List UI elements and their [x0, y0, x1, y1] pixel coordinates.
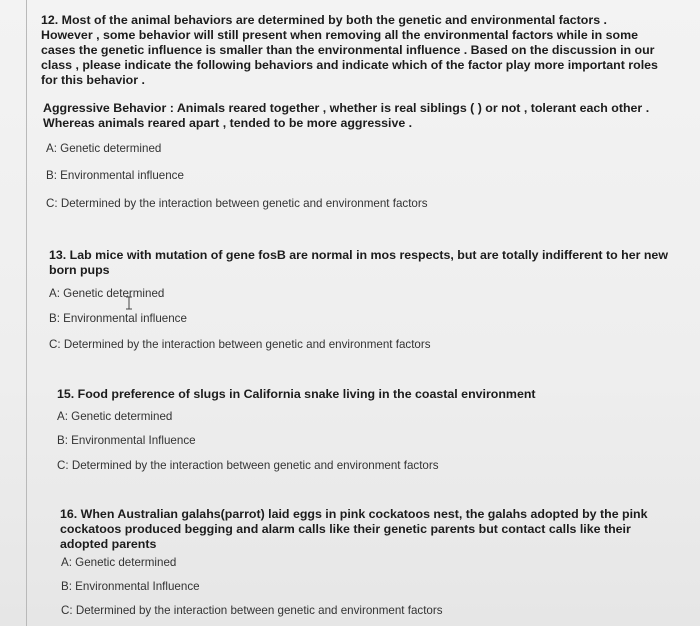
q12-option-c[interactable]: C: Determined by the interaction between genetic and environment factors	[46, 197, 428, 210]
q13-option-b[interactable]: B: Environmental influence	[49, 312, 187, 325]
q15-option-c[interactable]: C: Determined by the interaction between genetic and environment factors	[57, 459, 439, 472]
question-12	[41, 13, 681, 88]
q16-line-3: adopted parents	[60, 537, 157, 551]
q12-option-a[interactable]: A: Genetic determined	[46, 142, 162, 155]
q16-option-b[interactable]: B: Environmental Influence	[61, 580, 200, 593]
q13-option-c[interactable]: C: Determined by the interaction between genetic and environment factors	[49, 338, 431, 351]
question-13	[49, 248, 679, 278]
text-cursor-icon	[125, 296, 133, 310]
q12-line-2: However , some behavior will still present when removing all the environmental factors while in some	[41, 28, 638, 42]
q12-line-3: cases the genetic influence is smaller than the environmental influence . Based on the discussion in our	[41, 43, 655, 57]
q12-line-1: 12. Most of the animal behaviors are determined by both the genetic and environmental factors .	[41, 13, 607, 27]
q15-option-b[interactable]: B: Environmental Influence	[57, 434, 196, 447]
q13-line-2: born pups	[49, 263, 110, 277]
q15-option-a[interactable]: A: Genetic determined	[57, 410, 173, 423]
question-16	[60, 507, 670, 552]
q12-sub-line-1: Aggressive Behavior : Animals reared together , whether is real siblings ( ) or not , tolerant each other .	[43, 101, 650, 115]
q12-option-b[interactable]: B: Environmental influence	[46, 169, 184, 182]
q13-line-1: 13. Lab mice with mutation of gene fosB are normal in mos respects, but are totally indifferent to her new	[49, 248, 668, 262]
q12-sub-line-2: Whereas animals reared apart , tended to be more aggressive .	[43, 116, 413, 130]
q15-line-1: 15. Food preference of slugs in California snake living in the coastal environment	[57, 387, 536, 401]
q16-option-a[interactable]: A: Genetic determined	[61, 556, 177, 569]
q16-line-2: cockatoos produced begging and alarm calls like their genetic parents but contact calls like their	[60, 522, 631, 536]
page-border	[26, 0, 27, 626]
q12-line-5: for this behavior .	[41, 73, 145, 87]
q12-behavior	[43, 101, 683, 131]
q16-option-c[interactable]: C: Determined by the interaction between genetic and environment factors	[61, 604, 443, 617]
q12-line-4: class , please indicate the following behaviors and indicate which of the factor play more important roles	[41, 58, 658, 72]
q16-line-1: 16. When Australian galahs(parrot) laid eggs in pink cockatoos nest, the galahs adopted by the pink	[60, 507, 648, 521]
question-15	[57, 387, 677, 402]
q13-option-a[interactable]: A: Genetic determined	[49, 287, 165, 300]
